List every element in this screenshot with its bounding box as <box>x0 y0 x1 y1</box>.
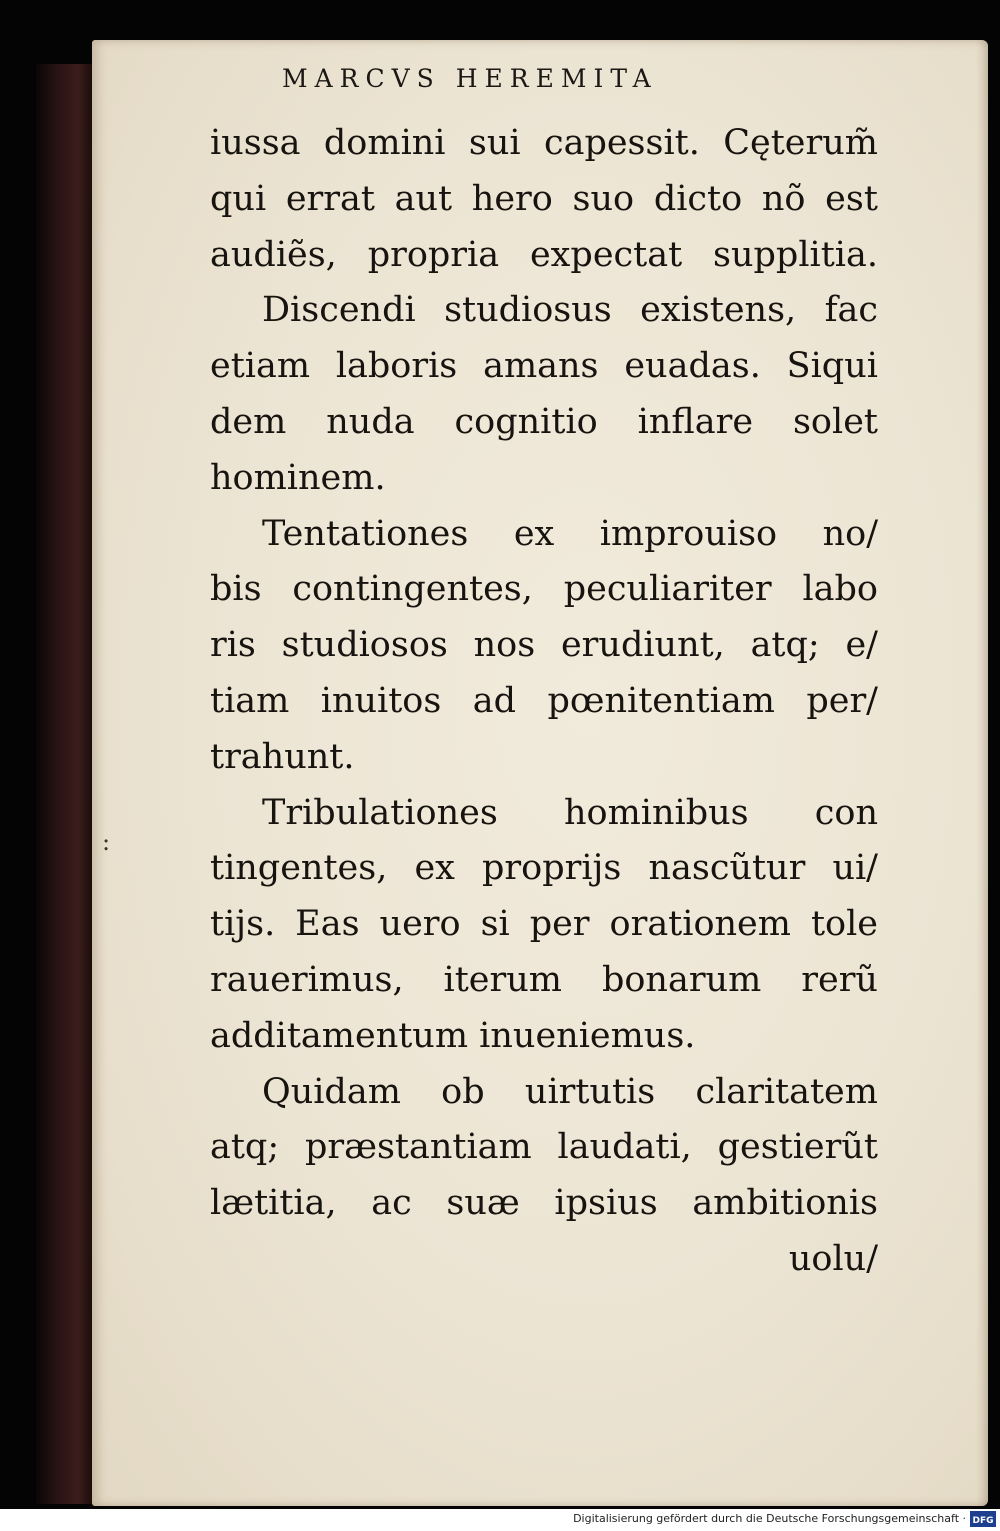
text-line <box>210 172 878 228</box>
text-line <box>210 1009 878 1065</box>
text-line <box>210 116 878 172</box>
dfg-logo-icon <box>970 1511 996 1527</box>
text-line-content: ris studiosos nos erudiunt, atq; e/ <box>210 625 878 666</box>
text-line <box>210 507 878 563</box>
text-line-content: additamentum inueniemus. <box>210 1015 696 1056</box>
margin-mark: : <box>102 828 111 856</box>
text-line-content: dem nuda cognitio inflare solet <box>210 401 878 442</box>
text-line-content: tingentes, ex proprijs nascũtur ui/ <box>210 848 878 889</box>
text-line <box>210 730 878 786</box>
text-line <box>210 786 878 842</box>
text-line <box>210 228 878 284</box>
text-line <box>210 562 878 618</box>
text-line <box>210 1065 878 1121</box>
text-line-content: hominem. <box>210 457 386 498</box>
body-text <box>210 116 878 1288</box>
text-line <box>210 395 878 451</box>
running-head: MARCVS HEREMITA <box>282 64 658 93</box>
text-line <box>210 674 878 730</box>
text-line <box>210 339 878 395</box>
text-line-content: rauerimus, iterum bonarum rerũ <box>210 959 878 1000</box>
text-line <box>210 451 878 507</box>
text-line-content: Tribulationes hominibus con <box>262 792 878 833</box>
text-line-content: etiam laboris amans euadas. Siqui <box>210 346 878 387</box>
text-line-content: Discendi studiosus existens, fac <box>262 290 878 331</box>
text-line <box>210 618 878 674</box>
text-line-content: qui errat aut hero suo dicto nõ est <box>210 178 878 219</box>
text-line-content: Tentationes ex improuiso no/ <box>262 513 878 554</box>
text-line-content: Quidam ob uirtutis claritatem <box>262 1071 878 1112</box>
text-line <box>210 841 878 897</box>
text-line <box>210 953 878 1009</box>
text-line-content: tijs. Eas uero si per orationem tole <box>210 904 878 945</box>
text-line <box>210 1120 878 1176</box>
text-line <box>210 1176 878 1232</box>
text-line-content: audiẽs, propria expectat supplitia. <box>210 234 878 275</box>
page-edge <box>976 40 988 1506</box>
svg-text:DFG: DFG <box>972 1516 994 1526</box>
text-line <box>210 897 878 953</box>
text-line-content: iussa domini sui capessit. Cęterum̃ <box>210 123 878 163</box>
text-line-content: trahunt. <box>210 736 355 777</box>
catchword: uolu/ <box>788 1238 878 1279</box>
text-line-content: atq; præstantiam laudati, gestierũt <box>210 1127 878 1168</box>
text-line-content: bis contingentes, peculiariter labo <box>210 569 878 610</box>
text-line-content: lætitia, ac suæ ipsius ambitionis <box>210 1183 878 1224</box>
footer-credit: Digitalisierung gefördert durch die Deutsche Forschungsgemeinschaft · <box>573 1512 966 1525</box>
book-spine <box>36 64 92 1504</box>
text-line <box>210 283 878 339</box>
text-line-content: tiam inuitos ad pœnitentiam per/ <box>210 680 878 721</box>
